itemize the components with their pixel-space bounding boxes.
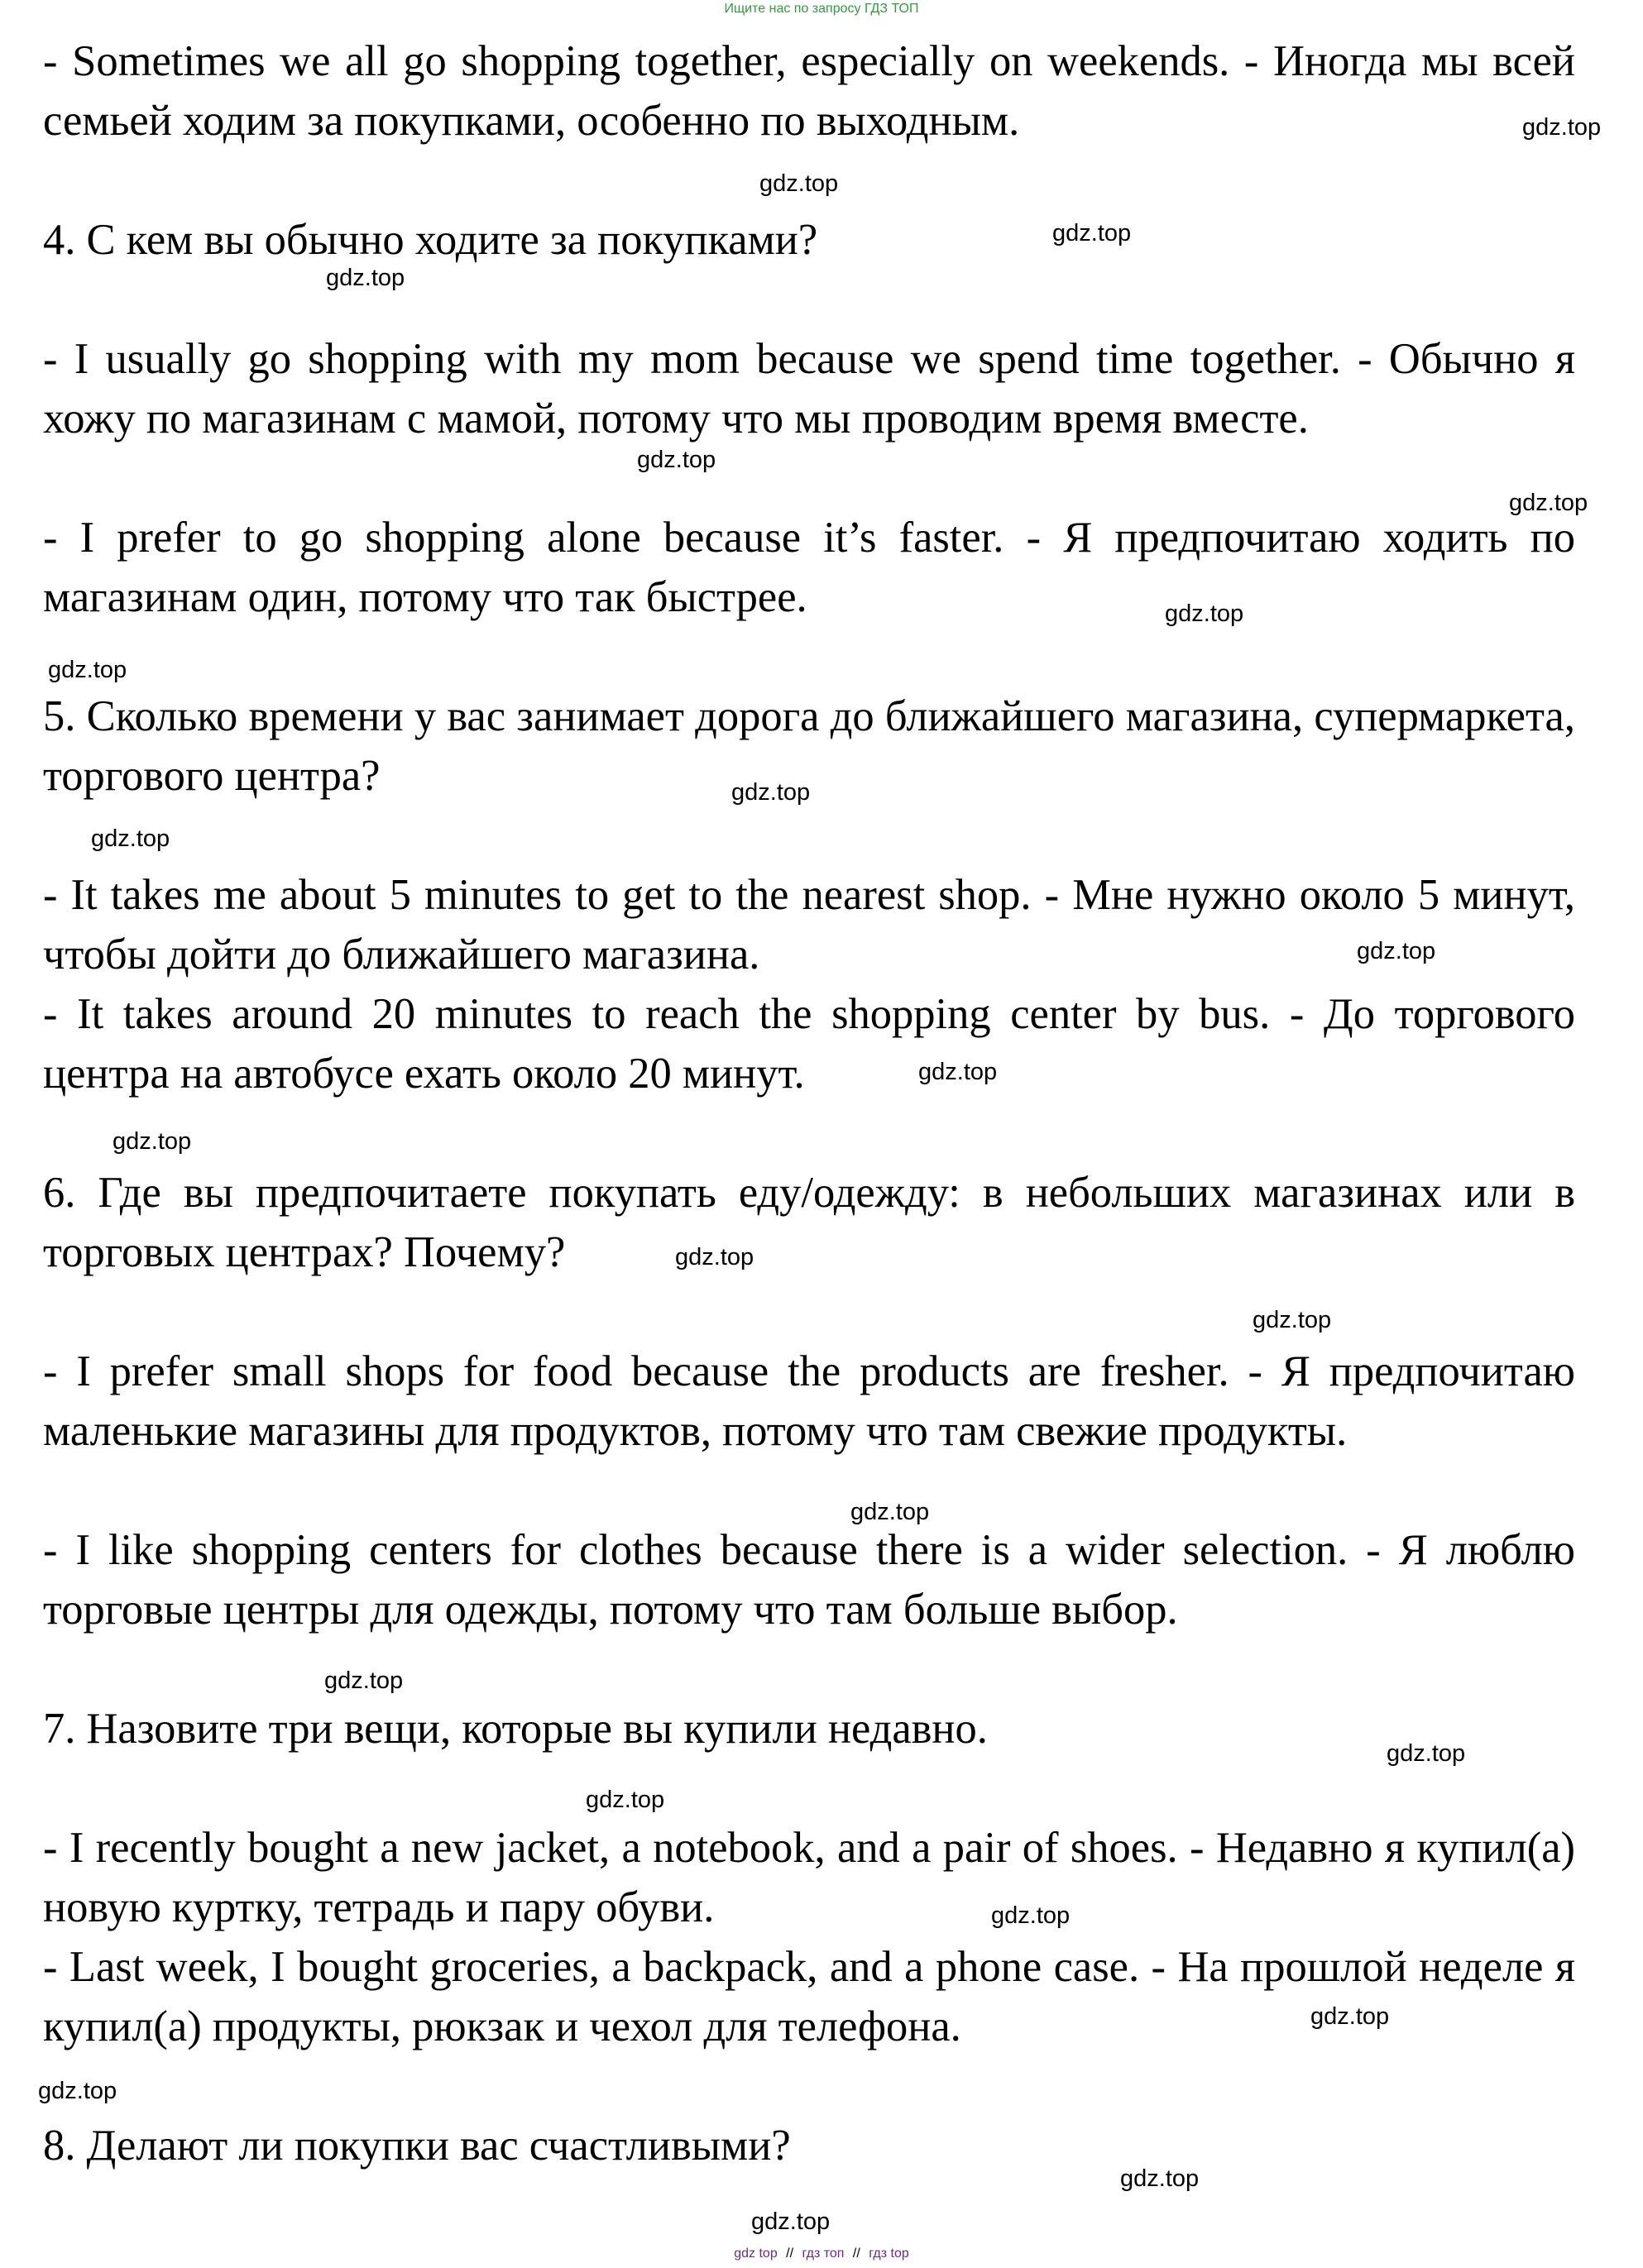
watermark: gdz.top — [1253, 1307, 1332, 1333]
question-4: 4. С кем вы обычно ходите за покупками? — [43, 216, 818, 264]
watermark: gdz.top — [1522, 114, 1602, 141]
watermark: gdz.top — [991, 1902, 1071, 1929]
footer-link[interactable]: gdz top — [734, 2246, 778, 2261]
footer-links — [0, 2245, 1643, 2263]
watermark: gdz.top — [1120, 2165, 1200, 2192]
watermark: gdz.top — [326, 265, 405, 291]
question-8: 8. Делают ли покупки вас счастливыми? — [43, 2122, 791, 2170]
watermark: gdz.top — [918, 1059, 998, 1085]
footer-link[interactable]: гдз топ — [802, 2246, 845, 2261]
watermark: gdz.top — [751, 2208, 831, 2235]
watermark: gdz.top — [1357, 938, 1436, 964]
watermark: gdz.top — [1310, 2003, 1390, 2030]
answer-paragraph: - I recently bought a new jacket, a notebook, and a pair of shoes. - Недавно я купил(а) новую куртку, тетрадь и пару обуви. — [43, 1824, 1575, 1931]
watermark: gdz.top — [1052, 220, 1132, 246]
watermark: gdz.top — [850, 1499, 930, 1525]
answer-paragraph: - I usually go shopping with my mom because we spend time together. - Обычно я хожу по магазинам с мамой, потому что мы проводим время вместе. — [43, 335, 1575, 443]
answer-paragraph: - I prefer small shops for food because the products are fresher. - Я предпочитаю маленькие магазины для продуктов, потому что там свежие продукты. — [43, 1347, 1575, 1455]
watermark: gdz.top — [1387, 1740, 1466, 1767]
answer-paragraph: - Last week, I bought groceries, a backpack, and a phone case. - На прошлой неделе я купил(а) продукты, рюкзак и чехол для телефона. — [43, 1943, 1575, 2050]
watermark: gdz.top — [38, 2078, 117, 2104]
watermark: gdz.top — [731, 779, 811, 806]
answer-paragraph: - I like shopping centers for clothes because there is a wider selection. - Я люблю торговые центры для одежды, потому что там больше выбор. — [43, 1526, 1575, 1634]
question-7: 7. Назовите три вещи, которые вы купили недавно. — [43, 1705, 988, 1753]
watermark: gdz.top — [637, 447, 716, 473]
header-search-link[interactable]: Ищите нас по запросу ГДЗ ТОП — [724, 2, 919, 16]
footer-separator: // — [786, 2246, 794, 2261]
footer-link[interactable]: гдз top — [869, 2246, 909, 2261]
watermark: gdz.top — [91, 825, 170, 852]
question-5: 5. Сколько времени у вас занимает дорога до ближайшего магазина, супермаркета, торгового центра? — [43, 692, 1575, 800]
watermark: gdz.top — [324, 1668, 404, 1694]
footer-separator: // — [852, 2246, 860, 2261]
watermark: gdz.top — [675, 1244, 754, 1270]
watermark: gdz.top — [1165, 600, 1244, 627]
watermark: gdz.top — [1509, 490, 1588, 516]
watermark: gdz.top — [113, 1128, 192, 1155]
question-6: 6. Где вы предпочитаете покупать еду/одежду: в небольших магазинах или в торговых центрах? Почему? — [43, 1169, 1575, 1276]
answer-paragraph: - It takes me about 5 minutes to get to the nearest shop. - Мне нужно около 5 минут, чтобы дойти до ближайшего магазина. — [43, 871, 1575, 978]
watermark: gdz.top — [759, 170, 839, 197]
watermark: gdz.top — [48, 657, 127, 683]
answer-paragraph: - It takes around 20 minutes to reach the shopping center by bus. - До торгового центра на автобусе ехать около 20 минут. — [43, 990, 1575, 1098]
watermark: gdz.top — [586, 1787, 665, 1813]
answer-paragraph: - I prefer to go shopping alone because it’s faster. - Я предпочитаю ходить по магазинам один, потому что так быстрее. — [43, 514, 1575, 621]
answer-paragraph: - Sometimes we all go shopping together, especially on weekends. - Иногда мы всей семьей ходим за покупками, особенно по выходным. — [43, 37, 1575, 145]
